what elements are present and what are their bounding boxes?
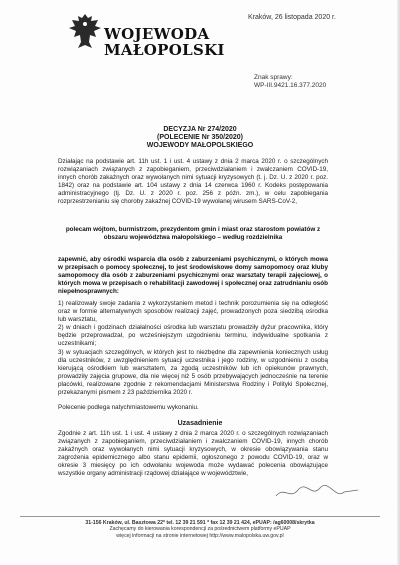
organization-line-1: WOJEWODA bbox=[104, 25, 210, 43]
addressees-paragraph: polecam wójtom, burmistrzom, prezydentom gmin i miast oraz starostom powiatów z obszaru województwa małopolskiego – według rozdzielnika bbox=[65, 226, 321, 242]
footer-divider bbox=[20, 516, 380, 517]
footer bbox=[0, 520, 400, 539]
case-reference bbox=[254, 74, 326, 90]
eagle-emblem-icon bbox=[68, 12, 102, 52]
reference-label: Znak sprawy: bbox=[254, 74, 293, 81]
directive-items bbox=[58, 300, 328, 397]
footer-epuap-note: Zachęcamy do kierowania korespondencji za pośrednictwem platformy ePUAP bbox=[109, 526, 291, 533]
order-number: (POLECENIE Nr 350/2020) bbox=[157, 134, 243, 141]
reference-number: WP-III.9421.16.377.2020 bbox=[254, 82, 327, 89]
place-date: Kraków, 26 listopada 2020 r. bbox=[248, 14, 336, 21]
justification-paragraph: Zgodnie z art. 11h ust. 1 i ust. 4 ustawy z dnia 2 marca 2020 r. o szczególnych rozwiązaniach związanych z zapobieganiem, przeciwdziałaniem i zwalczaniem COVID-19, innych chorób zakaźnych oraz wywołanych nimi sytuacji kryzysowych, w okresie obowiązywania stanu zagrożenia epidemicznego albo stanu epidemii, ogłoszonego z powodu COVID-19, oraz w okresie 3 miesięcy po ich odwołaniu wojewoda może wydawać polecenia obowiązujące wszystkie organy administracji rządowej działające w województwie, bbox=[58, 430, 328, 478]
organization-line-2: MAŁOPOLSKI bbox=[104, 41, 225, 59]
decision-title: DECYZJA Nr 274/2020 bbox=[163, 126, 237, 133]
handwritten-signature-mark bbox=[272, 480, 362, 504]
footer-website: więcej informacji na stronie internetowej http://www.malopolska.uw.gov.pl bbox=[116, 532, 284, 539]
directive-paragraph: zapewnić, aby ośrodki wsparcia dla osób z zaburzeniami psychicznymi, o których mowa w przepisach o pomocy społecznej, to jest środowiskowe domy samopomocy oraz kluby samopomocy dla osób z zaburzeniami psychicznymi oraz warsztaty terapii zajęciowej, o których mowa w przepisach o rehabilitacji zawodowej i społecznej oraz zatrudnianiu osób niepełnosprawnych: bbox=[58, 256, 328, 296]
directive-item-1: 1) realizowały swoje zadania z wykorzystaniem metod i technik porozumienia się na odległość oraz w formie alternatywnych sposobów realizacji zajęć, prowadzonych poza siedzibą ośrodka lub warsztatu, bbox=[58, 300, 328, 324]
justification-heading: Uzasadnienie bbox=[177, 420, 223, 427]
issuer-title: WOJEWODY MAŁOPOLSKIEGO bbox=[146, 142, 254, 149]
directive-item-2: 2) w dniach i godzinach działalności ośrodka lub warsztatu prowadziły dyżur pracownika, który będzie przeprowadzał, po wcześniejszym uzgodnieniu terminu, indywidualne spotkania z uczestnikami; bbox=[58, 324, 328, 348]
directive-item-3: 3) w sytuacjach szczególnych, w których jest to niezbędne dla zapewnienia koniecznych usług dla uczestników, z uwzględnieniem sytuacji uczestnika i jego rodziny, w uzgodnieniu z osobą kierującą ośrodkiem lub warsztatem, za zgodą uczestników lub ich opiekunów prawnych, prowadziły zajęcia grupowe, dla nie więcej niż 5 osób przebywających jednocześnie na terenie placówki, realizowane zgodnie z rekomendacjami Ministerstwa Rodziny i Polityki Społecznej, przekazanymi pismem z 23 października 2020 r. bbox=[58, 348, 328, 397]
legal-basis-paragraph: Działając na podstawie art. 11h ust. 1 i ust. 4 ustawy z dnia 2 marca 2020 r. o szczególnych rozwiązaniach związanych z zapobieganiem, przeciwdziałaniem i zwalczaniem COVID-19, innych chorób zakaźnych oraz wywołanych nimi sytuacji kryzysowych (t. j. Dz. U. z 2020 r. poz. 1842) oraz na podstawie art. 104 ustawy z dnia 14 czerwca 1960 r. Kodeks postępowania administracyjnego (tj. Dz. U. z 2020 r. poz. 256 z późn. zm.), w celu zapobiegania rozprzestrzenianiu się choroby zakaźnej COVID-19 wywołanej wirusem SARS-CoV-2, bbox=[58, 158, 328, 206]
organization-name bbox=[104, 26, 225, 58]
footer-address: 31-156 Kraków, ul. Basztowa 22* tel. 12 39 21 591 * fax 12 39 21 424, ePUAP: /ag60008/skrytka bbox=[85, 520, 315, 526]
immediate-execution-note: Polecenie podlega natychmiastowemu wykonaniu. bbox=[58, 404, 199, 411]
